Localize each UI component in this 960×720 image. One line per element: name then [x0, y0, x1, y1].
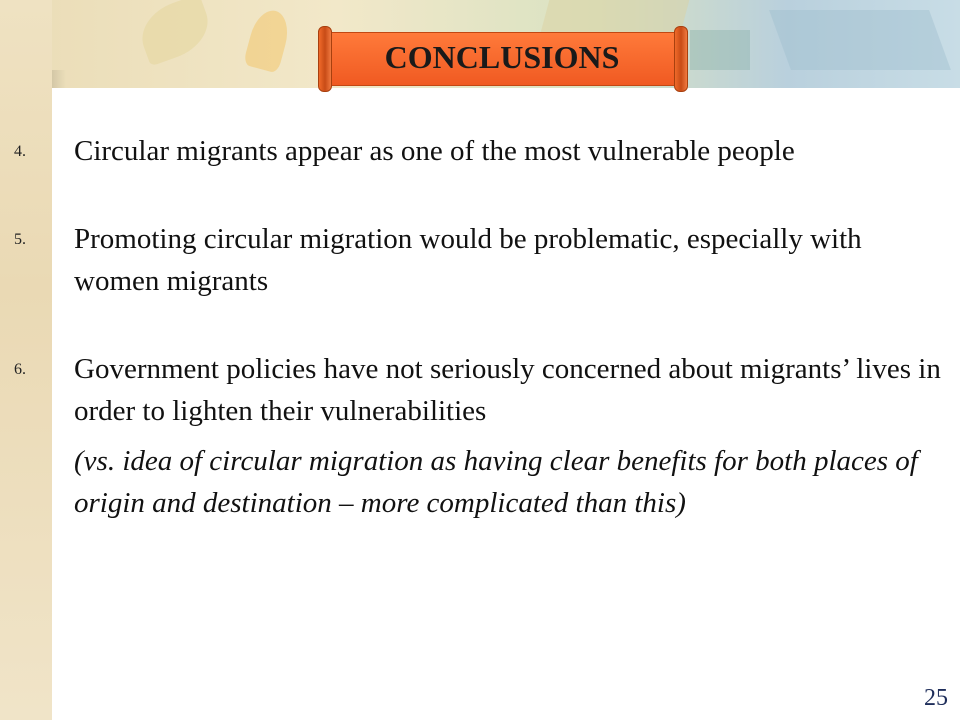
pattern-decoration [690, 30, 750, 70]
item-number: 5. [14, 231, 26, 248]
conclusions-list [14, 130, 944, 524]
leaf-decoration-icon [243, 6, 293, 73]
title-scroll-banner [318, 26, 688, 92]
item-text: Government policies have not seriously concerned about migrants’ lives in order to lighten their vulnerabilities [74, 353, 941, 427]
pattern-decoration [769, 10, 951, 70]
slide-number: 25 [924, 685, 948, 711]
item-number: 6. [14, 361, 26, 378]
item-note: (vs. idea of circular migration as having clear benefits for both places of origin and destination – more complicated than this) [74, 445, 918, 519]
slide-title: CONCLUSIONS [384, 39, 620, 75]
item-text: Promoting circular migration would be problematic, especially with women migrants [74, 223, 862, 297]
leaf-decoration-icon [133, 0, 217, 66]
list-item [14, 218, 944, 302]
item-number: 4. [14, 143, 26, 160]
list-item [14, 130, 944, 172]
item-text: Circular migrants appear as one of the most vulnerable people [74, 135, 795, 167]
list-item [14, 348, 944, 524]
